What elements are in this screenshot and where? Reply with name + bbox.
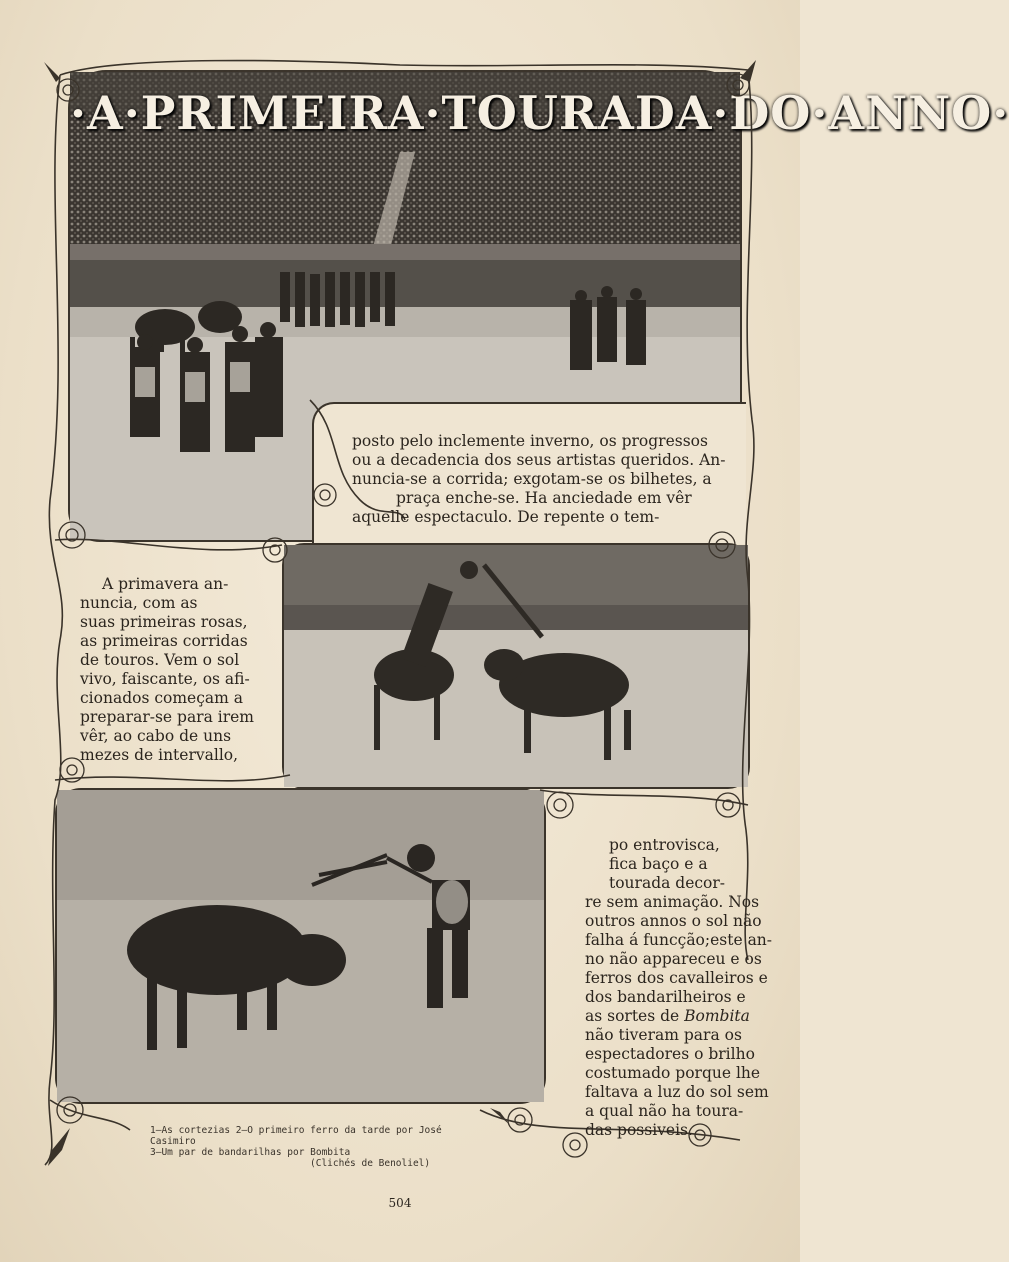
page-title: ·A·PRIMEIRA·TOURADA·DO·ANNO· [70, 86, 1009, 140]
article-text-top [352, 432, 726, 527]
text-line: ferros dos cavalleiros e [585, 969, 768, 987]
caption-line-1: 1—As cortezias 2—O primeiro ferro da tarde por José Casimiro [150, 1125, 442, 1147]
text-line: a qual não ha toura- [585, 1102, 744, 1120]
text-line: posto pelo inclemente inverno, os progressos [352, 432, 708, 450]
text-line: re sem animação. Nos [585, 893, 760, 911]
text-line: não tiveram para os [585, 1026, 742, 1044]
caption-credit: (Clichés de Benoliel) [310, 1158, 431, 1169]
text-line: espectadores o brilho [585, 1045, 755, 1063]
text-line: ou a decadencia dos seus artistas queridos. An- [352, 451, 726, 469]
text-line: nuncia-se a corrida; exgotam-se os bilhetes, a [352, 470, 712, 488]
text-line: faltava a luz do sol sem [585, 1083, 769, 1101]
text-line: no não appareceu e os [585, 950, 762, 968]
text-line: suas primeiras rosas, [80, 613, 248, 631]
text-line: vivo, faiscante, os afi- [80, 670, 250, 688]
text-line: as primeiras corridas [80, 632, 248, 650]
text-line: preparar-se para irem [80, 708, 254, 726]
text-line: dos bandarilheiros e [585, 988, 746, 1006]
photo-cavalleiro-ferro [282, 543, 750, 789]
text-line: vêr, ao cabo de uns [80, 727, 232, 745]
caption-line-2: 3—Um par de bandarilhas por Bombita [150, 1147, 351, 1158]
text-line: A primavera an- [102, 575, 229, 593]
bombita-name: Bombita [684, 1007, 750, 1025]
photo-caption [150, 1125, 490, 1169]
text-line: nuncia, com as [80, 594, 198, 612]
text-line [585, 1007, 753, 1026]
text-line: das possiveis. [585, 1121, 693, 1139]
text-fragment: as sortes de [585, 1007, 685, 1025]
text-line: outros annos o sol não [585, 912, 762, 930]
text-line: cionados começam a [80, 689, 243, 707]
text-line: po entrovisca, [609, 836, 720, 854]
page-number: 504 [388, 1196, 412, 1210]
photo-bandarilhas-bombita [55, 788, 546, 1104]
text-line: praça enche-se. Ha anciedade em vêr [396, 489, 692, 507]
text-line: tourada decor- [609, 874, 726, 892]
text-line: de touros. Vem o sol [80, 651, 240, 669]
text-line: falha á funcção;este an- [585, 931, 773, 949]
text-line: aquelle espectaculo. De repente o tem- [352, 508, 660, 526]
text-line: fica baço e a [609, 855, 708, 873]
text-line: costumado porque lhe [585, 1064, 761, 1082]
text-line: mezes de intervallo, [80, 746, 239, 764]
article-text-right [585, 836, 773, 1140]
article-text-left [80, 575, 254, 765]
